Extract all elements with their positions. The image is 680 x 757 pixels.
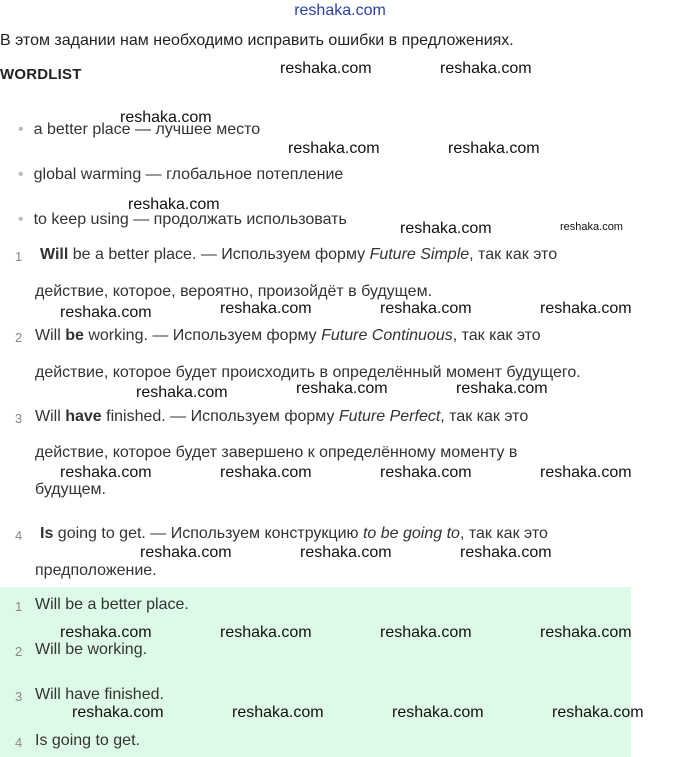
- wordlist-item: • to keep using — продолжать использовать: [18, 211, 347, 228]
- overlay-watermark: reshaka.com: [220, 624, 312, 641]
- overlay-watermark: reshaka.com: [60, 304, 152, 321]
- explanation-sentence: Will have finished. — Используем форму Future Perfect, так как это: [35, 408, 529, 425]
- explanation-number: 2: [15, 330, 23, 345]
- explanation-sentence: Is going to get. — Используем конструкцию to be going to, так как это: [40, 525, 548, 542]
- explanation-number: 3: [15, 411, 23, 426]
- explanation-number: 4: [15, 528, 23, 543]
- overlay-watermark: reshaka.com: [540, 464, 632, 481]
- overlay-watermark: reshaka.com: [552, 704, 644, 721]
- explanation-continuation: будущем.: [35, 481, 106, 498]
- explanation-continuation: предположение.: [35, 562, 157, 579]
- site-watermark: reshaka.com: [294, 2, 386, 19]
- answer-text: Will be working.: [35, 641, 148, 658]
- overlay-watermark: reshaka.com: [232, 704, 324, 721]
- explanation-sentence: Will be a better place. — Используем форму Future Simple, так как это: [40, 246, 558, 263]
- answer-number: 2: [15, 644, 23, 659]
- explanation-continuation: действие, которое будет происходить в определённый момент будущего.: [35, 364, 581, 381]
- overlay-watermark: reshaka.com: [380, 300, 472, 317]
- overlay-watermark: reshaka.com: [540, 300, 632, 317]
- answer-text: Will be a better place.: [35, 596, 189, 613]
- overlay-watermark: reshaka.com: [296, 380, 388, 397]
- answer-number: 1: [15, 599, 23, 614]
- overlay-watermark: reshaka.com: [120, 109, 212, 126]
- explanation-number: 1: [15, 249, 23, 264]
- overlay-watermark: reshaka.com: [128, 196, 220, 213]
- explanation-continuation: действие, которое будет завершено к определённому моменту в: [35, 444, 518, 461]
- explanation-continuation: действие, которое, вероятно, произойдёт в будущем.: [35, 283, 433, 300]
- overlay-watermark: reshaka.com: [280, 60, 372, 77]
- wordlist-item: • global warming — глобальное потепление: [18, 166, 344, 183]
- overlay-watermark: reshaka.com: [72, 704, 164, 721]
- task-intro: В этом задании нам необходимо исправить ошибки в предложениях.: [0, 32, 514, 49]
- bullet-dot-icon: •: [18, 211, 24, 228]
- wordlist-item: • a better place — лучшее место: [18, 121, 261, 138]
- overlay-watermark: reshaka.com: [136, 384, 228, 401]
- overlay-watermark: reshaka.com: [400, 220, 492, 237]
- answer-number: 3: [15, 689, 23, 704]
- overlay-watermark: reshaka.com: [140, 544, 232, 561]
- answer-text: Is going to get.: [35, 732, 140, 749]
- overlay-watermark: reshaka.com: [380, 624, 472, 641]
- overlay-watermark: reshaka.com: [300, 544, 392, 561]
- bullet-dot-icon: •: [18, 166, 24, 183]
- bullet-dot-icon: •: [18, 121, 24, 138]
- overlay-watermark: reshaka.com: [456, 380, 548, 397]
- overlay-watermark: reshaka.com: [220, 300, 312, 317]
- overlay-watermark: reshaka.com: [392, 704, 484, 721]
- explanation-sentence: Will be working. — Используем форму Future Continuous, так как это: [35, 327, 541, 344]
- answer-number: 4: [15, 735, 23, 750]
- overlay-watermark: reshaka.com: [60, 624, 152, 641]
- overlay-watermark: reshaka.com: [540, 624, 632, 641]
- overlay-watermark: reshaka.com: [288, 140, 380, 157]
- answer-text: Will have finished.: [35, 686, 164, 703]
- overlay-watermark: reshaka.com: [440, 60, 532, 77]
- overlay-watermark: reshaka.com: [60, 464, 152, 481]
- overlay-watermark: reshaka.com: [380, 464, 472, 481]
- overlay-watermark: reshaka.com: [220, 464, 312, 481]
- wordlist-heading: WORDLIST: [0, 66, 82, 83]
- overlay-watermark: reshaka.com: [560, 221, 623, 233]
- overlay-watermark: reshaka.com: [448, 140, 540, 157]
- overlay-watermark: reshaka.com: [460, 544, 552, 561]
